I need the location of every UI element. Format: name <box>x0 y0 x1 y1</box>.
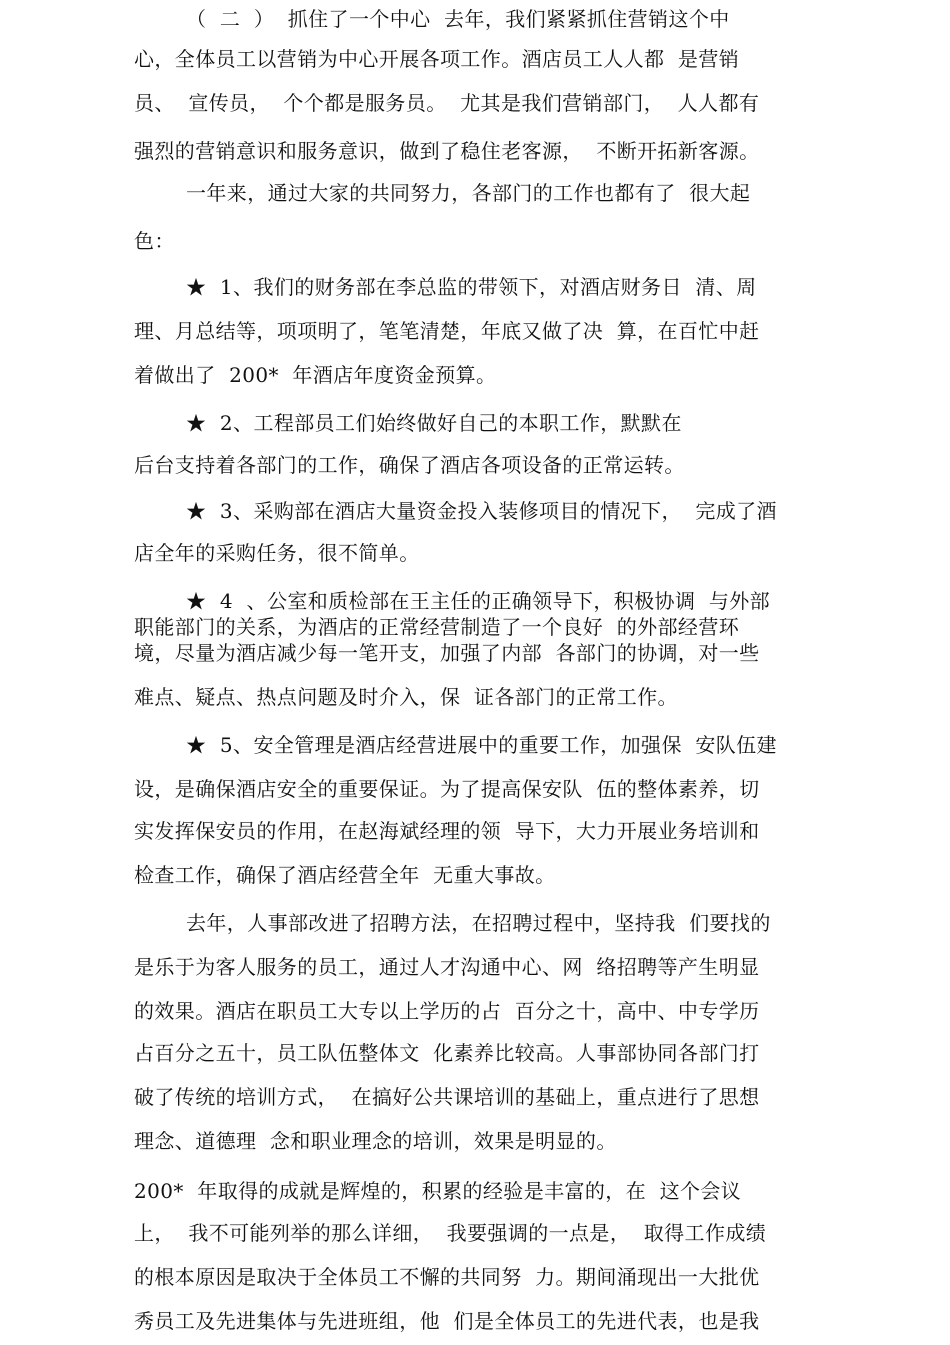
text-line: 的根本原因是取决于全体员工不懈的共同努 力。期间涌现出一大批优 <box>134 1265 760 1289</box>
text-line: （ 二 ） 抓住了一个中心 去年，我们紧紧抓住营销这个中 <box>186 7 730 31</box>
text-line: 检查工作，确保了酒店经营全年 无重大事故。 <box>134 863 556 887</box>
text-line: 秀员工及先进集体与先进班组，他 们是全体员工的先进代表，也是我 <box>134 1309 760 1333</box>
text-line: 店全年的采购任务，很不简单。 <box>134 541 420 565</box>
text-line: 职能部门的关系，为酒店的正常经营制造了一个良好 的外部经营环 <box>134 615 740 639</box>
text-line: ★ 3、采购部在酒店大量资金投入装修项目的情况下， 完成了酒 <box>186 499 777 523</box>
text-line: ★ 1、我们的财务部在李总监的带领下，对酒店财务日 清、周 <box>186 275 757 299</box>
text-line: 境，尽量为酒店减少每一笔开支，加强了内部 各部门的协调，对一些 <box>134 641 760 665</box>
text-line: 去年，人事部改进了招聘方法，在招聘过程中，坚持我 们要找的 <box>186 911 771 935</box>
text-line: 理念、道德理 念和职业理念的培训，效果是明显的。 <box>134 1129 617 1153</box>
text-line: 色： <box>134 229 175 253</box>
text-line: 着做出了 200* 年酒店年度资金预算。 <box>134 363 497 387</box>
text-line: 破了传统的培训方式， 在搞好公共课培训的基础上，重点进行了思想 <box>134 1085 760 1109</box>
text-line: ★ 2、工程部员工们始终做好自己的本职工作，默默在 <box>186 411 682 435</box>
text-line: 员、 宣传员， 个个都是服务员。 尤其是我们营销部门， 人人都有 <box>134 91 760 115</box>
text-line: 是乐于为客人服务的员工，通过人才沟通中心、网 络招聘等产生明显 <box>134 955 760 979</box>
text-line: 200* 年取得的成就是辉煌的，积累的经验是丰富的，在 这个会议 <box>134 1179 742 1203</box>
text-line: 难点、疑点、热点问题及时介入，保 证各部门的正常工作。 <box>134 685 678 709</box>
text-line: 的效果。酒店在职员工大专以上学历的占 百分之十，高中、中专学历 <box>134 999 760 1023</box>
text-line: 强烈的营销意识和服务意识，做到了稳住老客源， 不断开拓新客源。 <box>134 139 760 163</box>
text-line: ★ 5、安全管理是酒店经营进展中的重要工作，加强保 安队伍建 <box>186 733 777 757</box>
text-line: 设，是确保酒店安全的重要保证。为了提高保安队 伍的整体素养，切 <box>134 777 760 801</box>
text-line: 心，全体员工以营销为中心开展各项工作。酒店员工人人都 是营销 <box>134 47 740 71</box>
text-line: 后台支持着各部门的工作，确保了酒店各项设备的正常运转。 <box>134 453 685 477</box>
text-line: 上， 我不可能列举的那么详细， 我要强调的一点是， 取得工作成绩 <box>134 1221 767 1245</box>
text-line: 一年来，通过大家的共同努力，各部门的工作也都有了 很大起 <box>186 181 751 205</box>
text-line: 理、月总结等，项项明了，笔笔清楚，年底又做了决 算，在百忙中赶 <box>134 319 760 343</box>
text-line: 实发挥保安员的作用，在赵海斌经理的领 导下，大力开展业务培训和 <box>134 819 760 843</box>
text-line: ★ 4 、公室和质检部在王主任的正确领导下，积极协调 与外部 <box>186 589 771 613</box>
text-line: 占百分之五十，员工队伍整体文 化素养比较高。人事部协同各部门打 <box>134 1041 760 1065</box>
